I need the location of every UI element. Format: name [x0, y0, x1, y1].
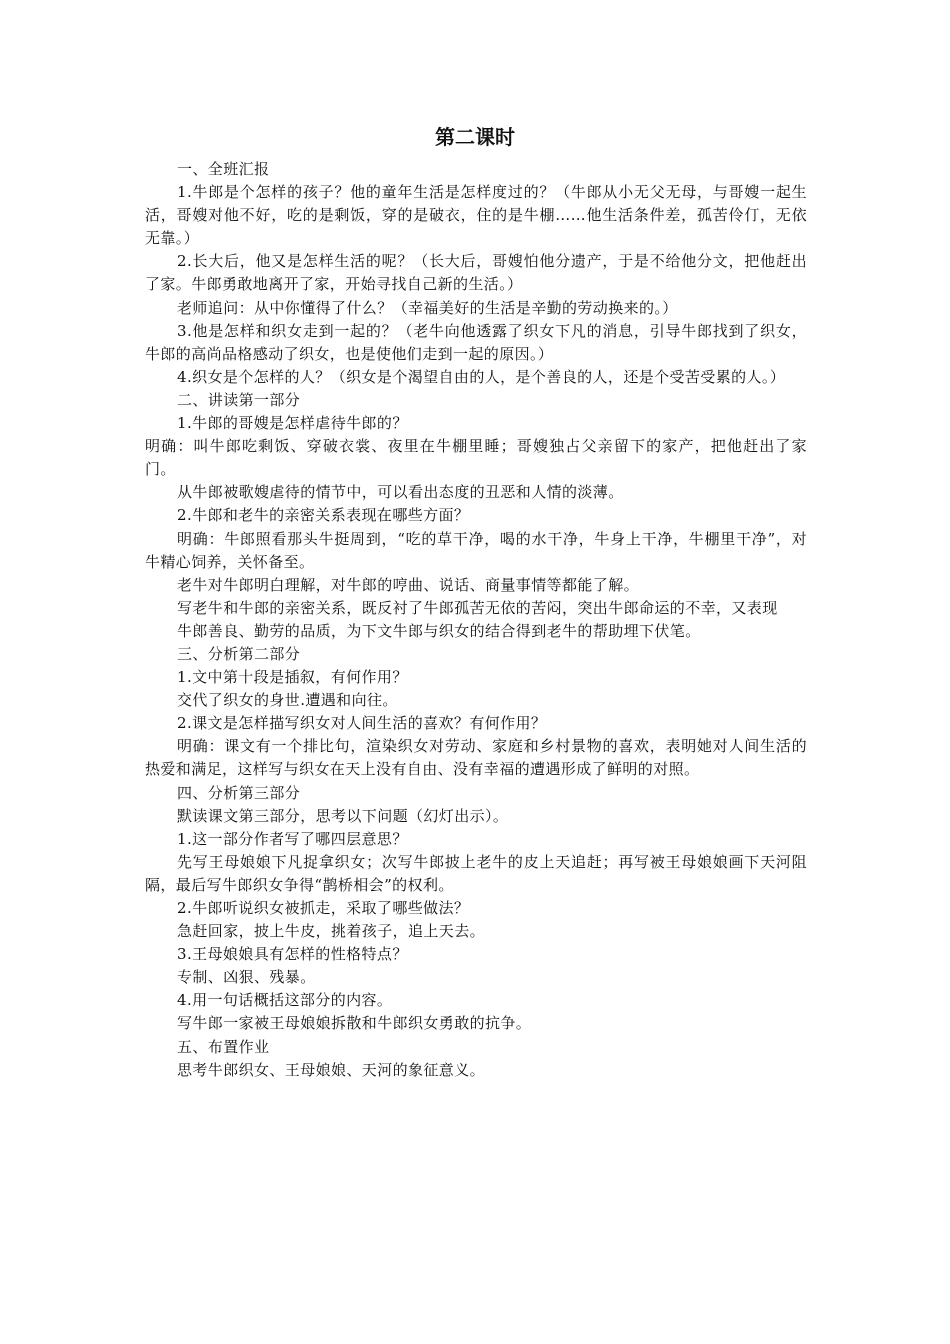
question-line: 1.这一部分作者写了哪四层意思？: [177, 829, 408, 848]
answer-paragraph: 明确：牛郎照看那头牛挺周到，“吃的草干净，喝的水干净，牛身上干净，牛棚里干净”，对牛精心饲养，关怀备至。: [145, 529, 807, 571]
page-title: 第二课时: [435, 125, 515, 149]
question-paragraph: 2.长大后，他又是怎样生活的呢？（长大后，哥嫂怕他分遗产，于是不给他分文，把他赶出了家。牛郎勇敢地离开了家，开始寻找自己新的生活。）: [145, 252, 807, 294]
question-line: 2.牛郎听说织女被抓走，采取了哪些做法？: [177, 899, 470, 917]
text-paragraph: 从牛郎被歌嫂虐待的情节中，可以看出态度的丑恶和人情的淡薄。: [177, 483, 624, 502]
homework-line: 思考牛郎织女、王母娘娘、天河的象征意义。: [177, 1060, 486, 1079]
answer-line: 急赶回家，披上牛皮，挑着孩子，追上天去。: [177, 922, 486, 941]
section-heading: 二、讲读第一部分: [177, 390, 301, 409]
question-line: 2.牛郎和老牛的亲密关系表现在哪些方面？: [177, 506, 470, 525]
question-paragraph: 1.牛郎是个怎样的孩子？他的童年生活是怎样度过的？（牛郎从小无父无母，与哥嫂一起生活，哥嫂对他不好，吃的是剩饭，穿的是破衣，住的是牛棚……他生活条件差，孤苦伶仃，无依无靠。）: [145, 183, 807, 248]
text-paragraph: 默读课文第三部分，思考以下问题（幻灯出示）。: [177, 806, 509, 825]
answer-line: 专制、凶狠、残暴。: [177, 968, 316, 987]
text-paragraph: 老牛对牛郎明白理解，对牛郎的哼曲、说话、商量事情等都能了解。: [177, 575, 640, 594]
answer-paragraph: 先写王母娘娘下凡捉拿织女；次写牛郎披上老牛的皮上天追赶；再写被王母娘娘画下天河阻隔，最后写牛郎织女争得“鹊桥相会”的权利。: [145, 852, 807, 894]
section-heading: 三、分析第二部分: [177, 644, 301, 663]
question-line: 2.课文是怎样描写织女对人间生活的喜欢？有何作用？: [177, 714, 547, 733]
question-line: 1.牛郎的哥嫂是怎样虐待牛郎的？: [177, 414, 408, 433]
teacher-followup: 老师追问：从中你懂得了什么？（幸福美好的生活是辛勤的劳动换来的。）: [177, 298, 678, 317]
answer-line: 交代了织女的身世.遭遇和向往。: [177, 691, 398, 710]
answer-line: 写牛郎一家被王母娘娘拆散和牛郎织女勇敢的抗争。: [177, 1014, 532, 1033]
section-heading: 五、布置作业: [177, 1037, 270, 1056]
question-paragraph: 4.织女是个怎样的人？（织女是个渴望自由的人，是个善良的人，还是个受苦受累的人。）: [177, 367, 786, 386]
answer-paragraph: 明确：叫牛郎吃剩饭、穿破衣裳、夜里在牛棚里睡；哥嫂独占父亲留下的家产，把他赶出了家门。: [145, 437, 807, 479]
section-heading: 四、分析第三部分: [177, 783, 301, 802]
document-body: [145, 158, 807, 1082]
question-line: 4.用一句话概括这部分的内容。: [177, 991, 393, 1010]
text-paragraph: 写老牛和牛郎的亲密关系，既反衬了牛郎孤苦无依的苦闷，突出牛郎命运的不幸，又表现: [177, 598, 778, 617]
answer-paragraph: 明确：课文有一个排比句，渲染织女对劳动、家庭和乡村景物的喜欢，表明她对人间生活的热爱和满足，这样写与织女在天上没有自由、没有幸福的遭遇形成了鲜明的对照。: [145, 737, 807, 779]
question-paragraph: 3.他是怎样和织女走到一起的？（老牛向他透露了织女下凡的消息，引导牛郎找到了织女，牛郎的高尚品格感动了织女，也是使他们走到一起的原因。）: [145, 321, 807, 363]
section-heading: 一、全班汇报: [177, 160, 270, 178]
question-line: 1.文中第十段是插叙，有何作用？: [177, 668, 408, 687]
question-line: 3.王母娘娘具有怎样的性格特点？: [177, 945, 408, 964]
text-paragraph: 牛郎善良、勤劳的品质，为下文牛郎与织女的结合得到老牛的帮助埋下伏笔。: [177, 621, 701, 640]
